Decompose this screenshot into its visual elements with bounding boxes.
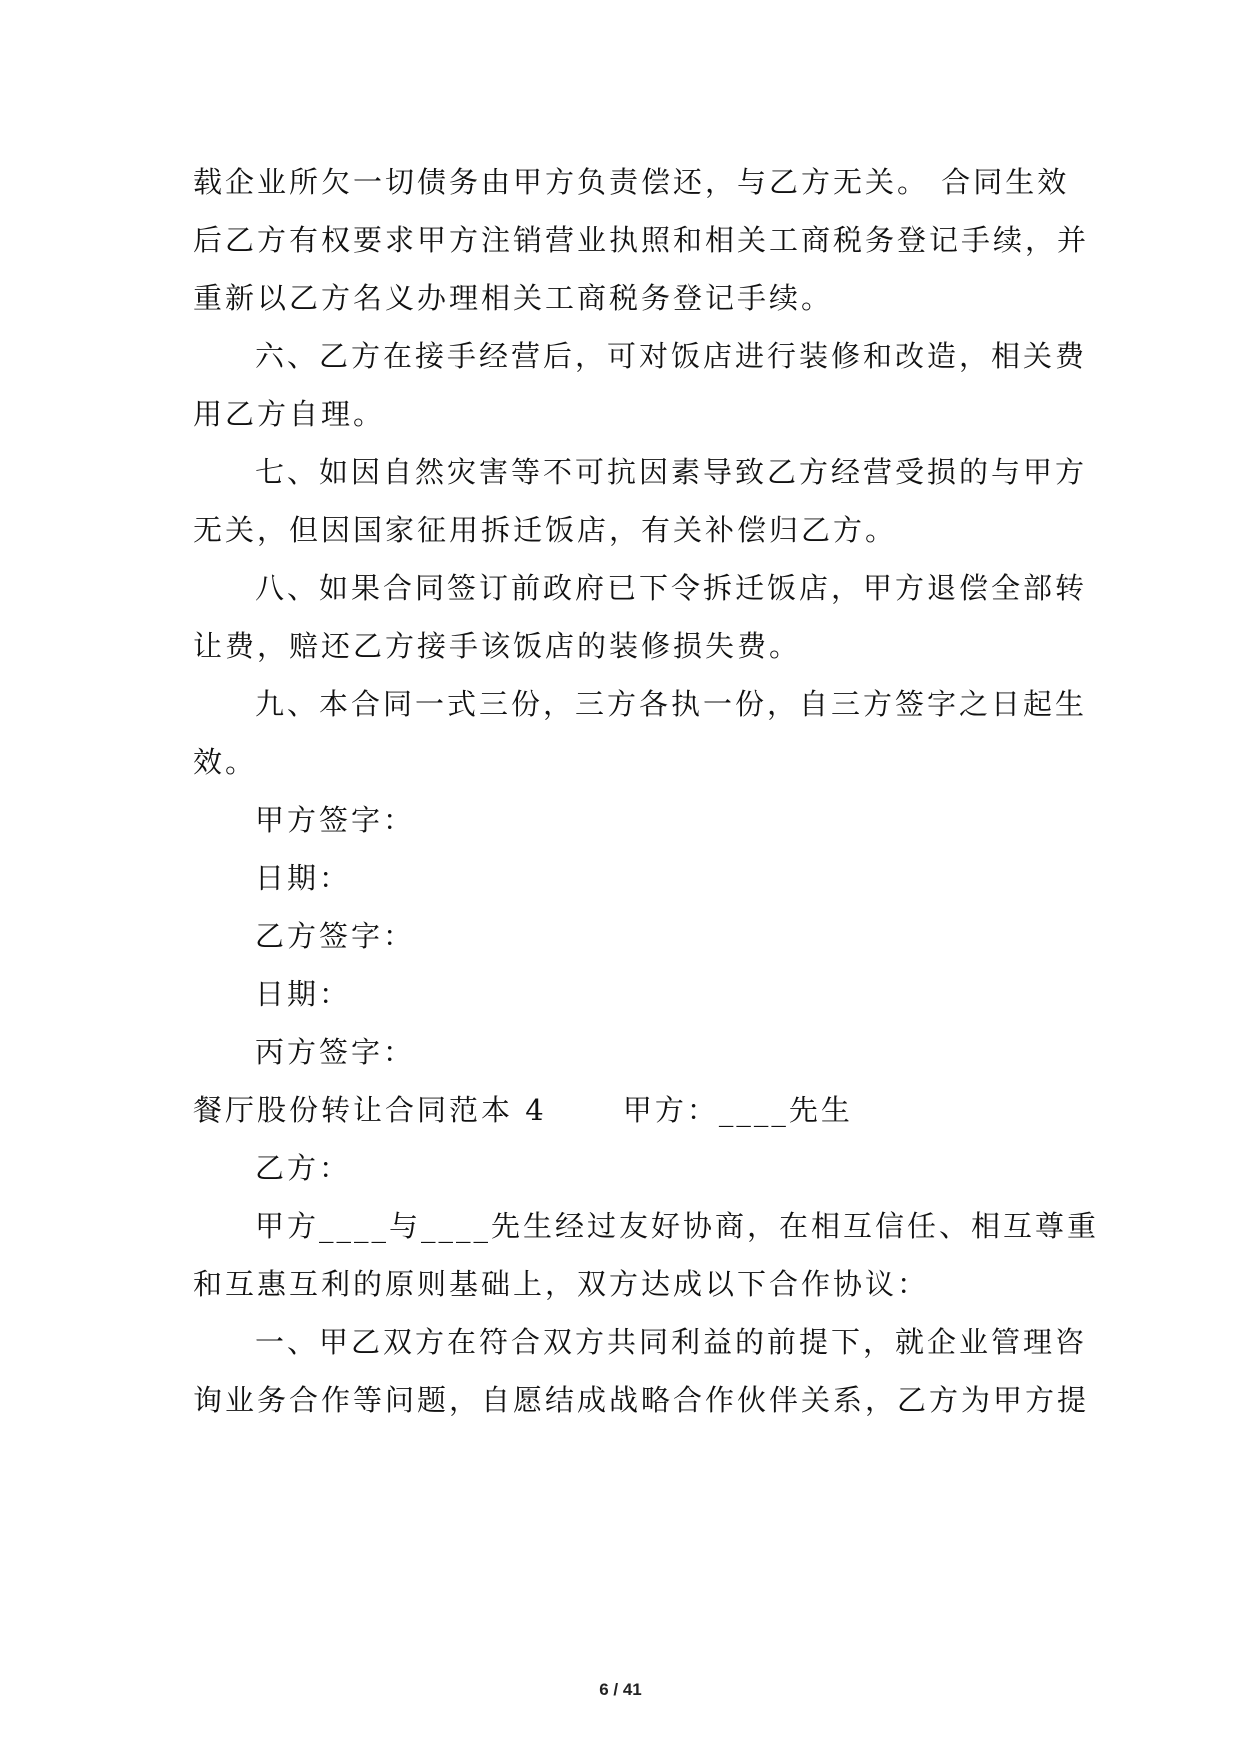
date-label: 日期：: [255, 861, 352, 895]
paragraph-line: 让费，赔还乙方接手该饭店的装修损失费。: [193, 629, 802, 663]
signature-label: 乙方签字：: [255, 919, 416, 953]
signature-label: 丙方签字：: [255, 1035, 416, 1069]
paragraph-line: 载企业所欠一切债务由甲方负责偿还，与乙方无关。 合同生效: [193, 165, 1070, 199]
page-number: 6 / 41: [599, 1680, 642, 1699]
paragraph-line: 六、乙方在接手经营后，可对饭店进行装修和改造，相关费: [255, 339, 1088, 373]
section-heading: 餐厅股份转让合同范本 4 甲方：____先生: [193, 1093, 853, 1127]
paragraph-line: 七、如因自然灾害等不可抗因素导致乙方经营受损的与甲方: [255, 455, 1088, 489]
paragraph-line: 甲方____与____先生经过友好协商，在相互信任、相互尊重: [255, 1209, 1100, 1243]
paragraph-line: 八、如果合同签订前政府已下令拆迁饭店，甲方退偿全部转: [255, 571, 1088, 605]
paragraph-line: 后乙方有权要求甲方注销营业执照和相关工商税务登记手续，并: [193, 223, 1090, 257]
paragraph-line: 无关，但因国家征用拆迁饭店，有关补偿归乙方。: [193, 513, 898, 547]
paragraph-line: 和互惠互利的原则基础上，双方达成以下合作协议：: [193, 1267, 930, 1301]
paragraph-line: 询业务合作等问题，自愿结成战略合作伙伴关系，乙方为甲方提: [193, 1383, 1090, 1417]
paragraph-line: 重新以乙方名义办理相关工商税务登记手续。: [193, 281, 834, 315]
paragraph-line: 效。: [193, 745, 258, 779]
paragraph-line: 一、甲乙双方在符合双方共同利益的前提下，就企业管理咨: [255, 1325, 1088, 1359]
party-label: 乙方：: [255, 1151, 352, 1185]
paragraph-line: 九、本合同一式三份，三方各执一份，自三方签字之日起生: [255, 687, 1088, 721]
signature-label: 甲方签字：: [255, 803, 416, 837]
paragraph-line: 用乙方自理。: [193, 397, 386, 431]
date-label: 日期：: [255, 977, 352, 1011]
